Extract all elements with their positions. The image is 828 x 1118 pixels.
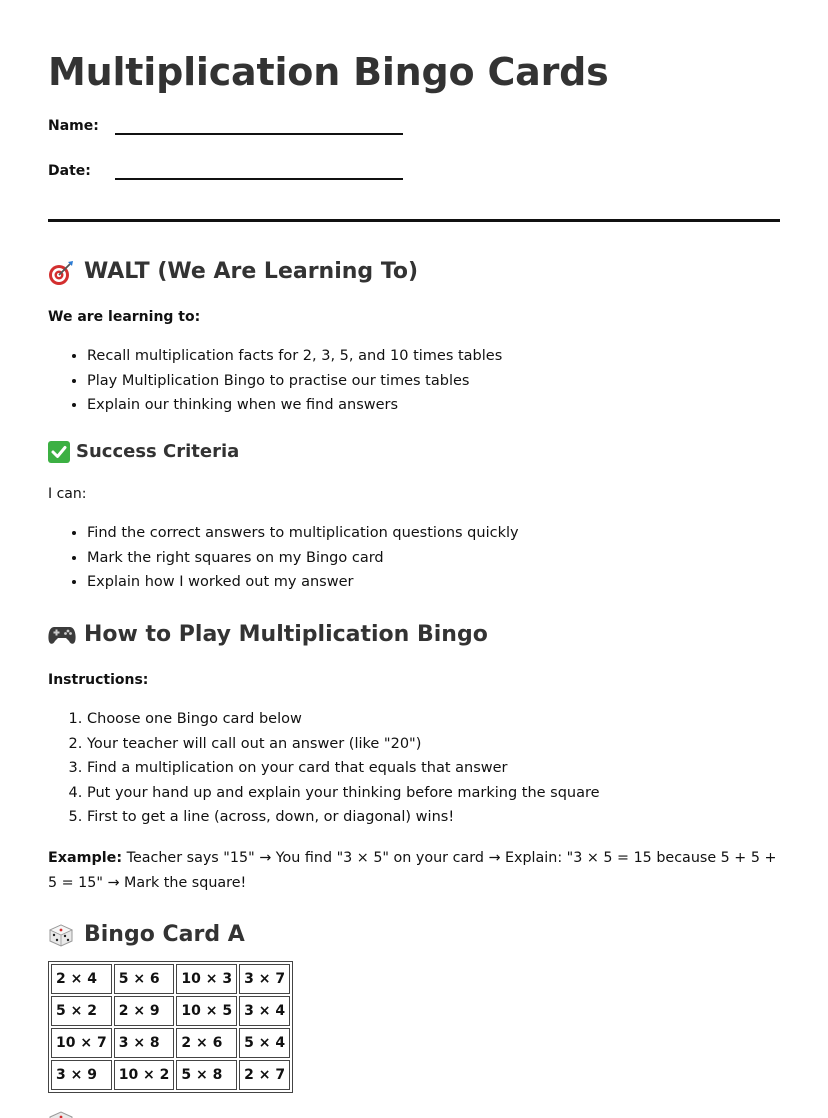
bingo-cell[interactable]: 3 × 4: [239, 996, 290, 1026]
list-item: 1. Choose one Bingo card below: [87, 707, 780, 732]
page-title: Multiplication Bingo Cards: [48, 50, 609, 94]
list-item: • Explain how I worked out my answer: [87, 570, 780, 595]
example-text: Teacher says "15" → You find "3 × 5" on your card → Explain: "3 × 5 = 15 because 5 + 5 + 5 = 15" → Mark the square!: [48, 850, 777, 891]
check-icon: [48, 441, 70, 463]
divider: [48, 219, 780, 222]
dice-icon: [48, 923, 74, 947]
bingo-cell[interactable]: 3 × 7: [239, 964, 290, 994]
walt-list: [48, 344, 780, 418]
list-item: • Mark the right squares on my Bingo card: [87, 546, 780, 571]
bingo-cell[interactable]: 3 × 9: [51, 1060, 112, 1090]
date-line[interactable]: [115, 160, 403, 180]
bingo-cell[interactable]: 2 × 9: [114, 996, 175, 1026]
list-item: • Recall multiplication facts for 2, 3, 5, and 10 times tables: [87, 344, 780, 369]
table-row: [51, 1028, 290, 1058]
bingo-card-a: [48, 961, 780, 1093]
card-a-heading: [48, 921, 780, 949]
date-label: Date:: [48, 163, 91, 179]
howto-heading-text: How to Play Multiplication Bingo: [84, 622, 488, 647]
bingo-cell[interactable]: 10 × 5: [176, 996, 237, 1026]
success-heading-text: Success Criteria: [76, 441, 240, 462]
bingo-cell[interactable]: 10 × 7: [51, 1028, 112, 1058]
bingo-cell[interactable]: 5 × 2: [51, 996, 112, 1026]
name-label: Name:: [48, 118, 99, 134]
name-field: [48, 111, 780, 135]
list-item: 2. Your teacher will call out an answer (like "20"): [87, 732, 780, 757]
howto-steps: [48, 707, 780, 830]
howto-intro: Instructions:: [48, 672, 149, 688]
table-row: [51, 964, 290, 994]
bingo-cell[interactable]: 2 × 7: [239, 1060, 290, 1090]
example-paragraph: [48, 846, 780, 896]
list-item: 3. Find a multiplication on your card that equals that answer: [87, 756, 780, 781]
bingo-cell[interactable]: 5 × 6: [114, 964, 175, 994]
name-line[interactable]: [115, 115, 403, 135]
bingo-cell[interactable]: 5 × 4: [239, 1028, 290, 1058]
date-field: [48, 156, 780, 180]
success-list: [48, 521, 780, 595]
walt-heading-text: WALT (We Are Learning To): [84, 259, 419, 284]
bingo-grid: [48, 961, 293, 1093]
next-section-dice-icon: [48, 1110, 74, 1118]
list-item: 5. First to get a line (across, down, or diagonal) wins!: [87, 805, 780, 830]
bingo-cell[interactable]: 10 × 3: [176, 964, 237, 994]
list-item: • Find the correct answers to multiplication questions quickly: [87, 521, 780, 546]
howto-heading: [48, 621, 780, 649]
walt-intro: We are learning to:: [48, 309, 201, 325]
success-intro: I can:: [48, 486, 87, 502]
bingo-cell[interactable]: 2 × 6: [176, 1028, 237, 1058]
card-a-heading-text: Bingo Card A: [84, 922, 245, 947]
bingo-cell[interactable]: 10 × 2: [114, 1060, 175, 1090]
success-heading: [48, 440, 780, 464]
walt-heading: [48, 258, 780, 286]
table-row: [51, 996, 290, 1026]
list-item: • Play Multiplication Bingo to practise our times tables: [87, 369, 780, 394]
worksheet-page: [0, 0, 828, 180]
bingo-cell[interactable]: 5 × 8: [176, 1060, 237, 1090]
table-row: [51, 1060, 290, 1090]
target-icon: [48, 260, 74, 284]
list-item: • Explain our thinking when we find answers: [87, 393, 780, 418]
bingo-cell[interactable]: 2 × 4: [51, 964, 112, 994]
example-label: Example:: [48, 850, 123, 866]
bingo-cell[interactable]: 3 × 8: [114, 1028, 175, 1058]
gamepad-icon: [48, 623, 74, 647]
list-item: 4. Put your hand up and explain your thinking before marking the square: [87, 781, 780, 806]
